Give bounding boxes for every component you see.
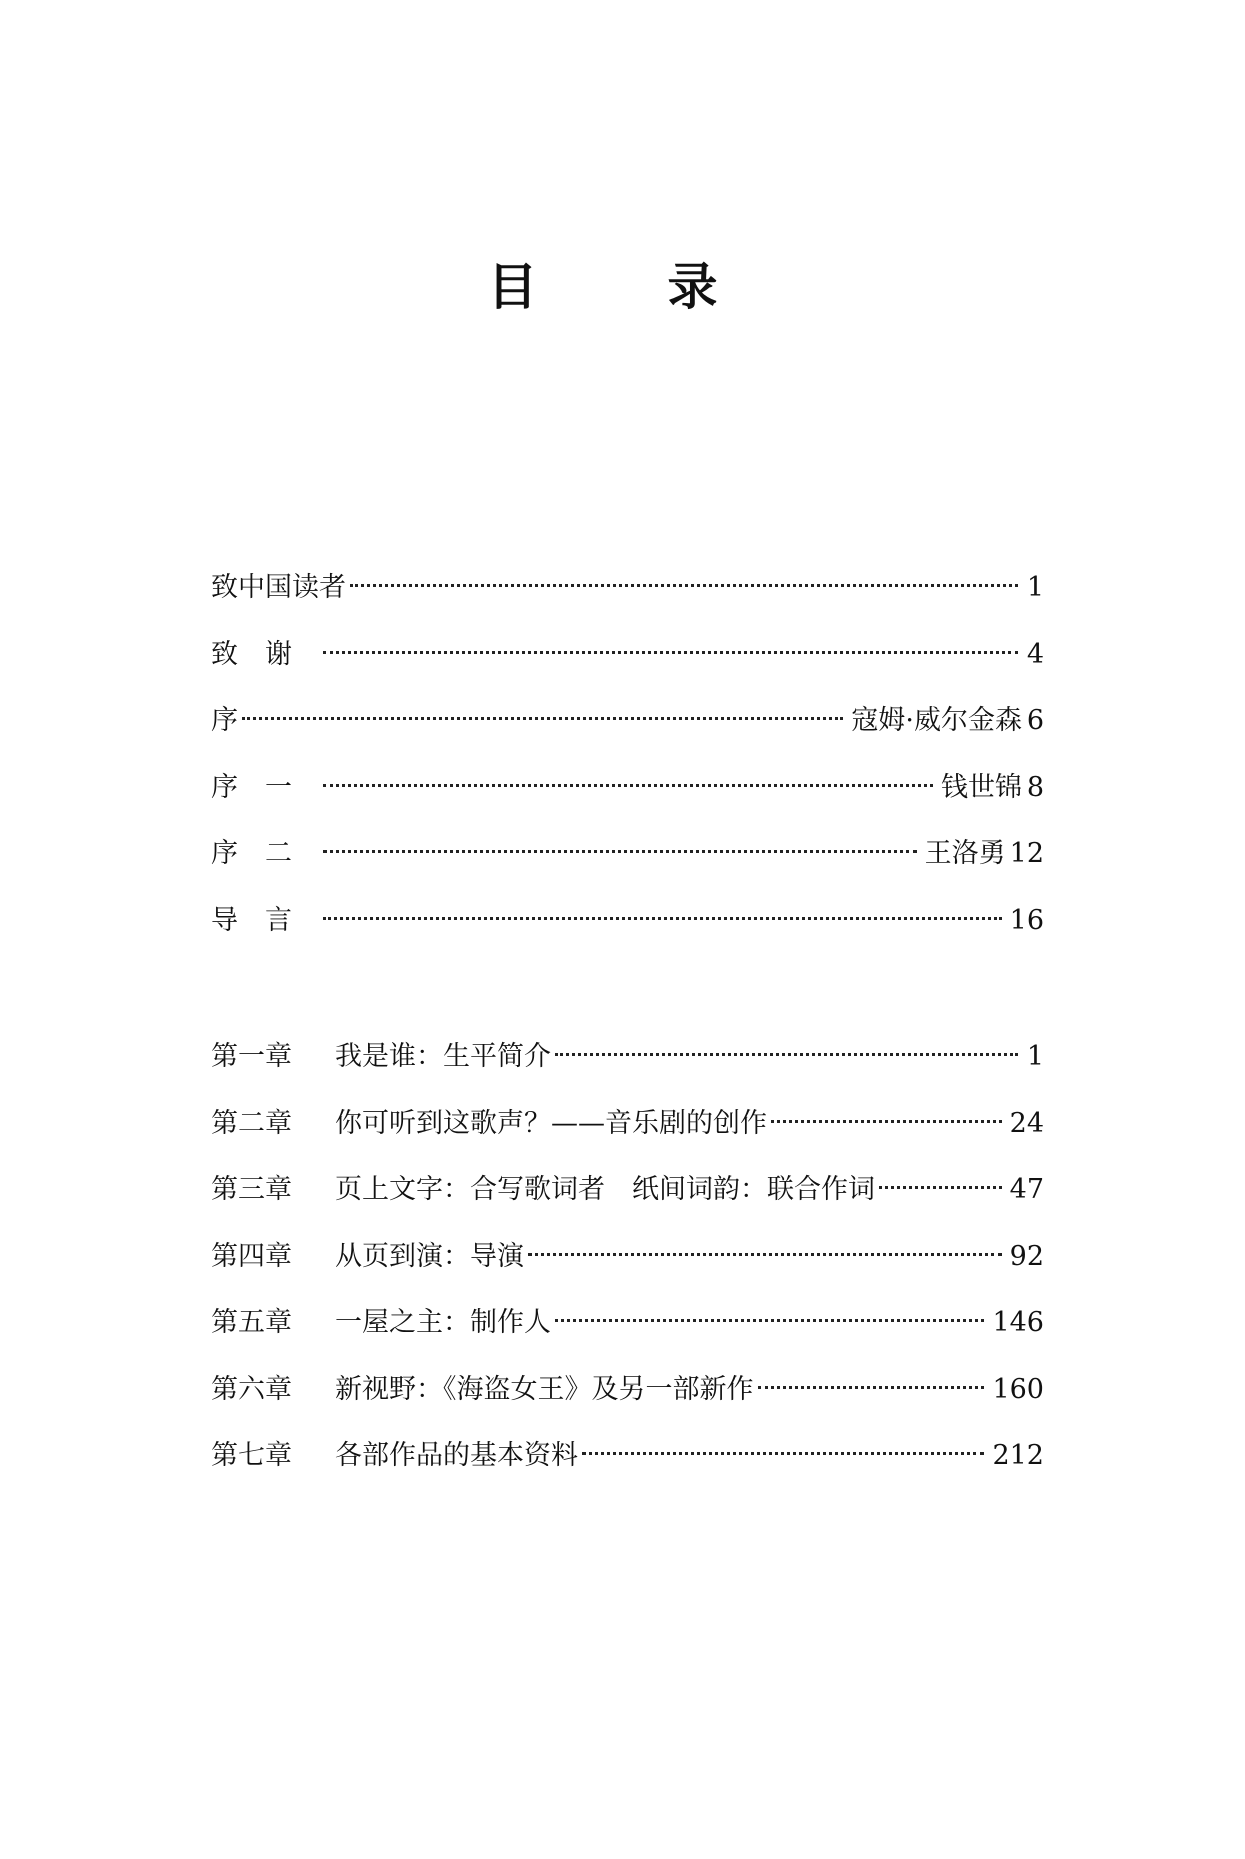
page-title: 目 录 bbox=[487, 257, 758, 316]
toc-chapter-4[interactable] bbox=[211, 1240, 1044, 1310]
dot-leader bbox=[323, 849, 917, 853]
dot-leader bbox=[323, 783, 933, 787]
toc-page-number: 24 bbox=[1009, 1107, 1044, 1139]
chapter-number: 第七章 bbox=[211, 1440, 292, 1471]
chapter-number: 第六章 bbox=[211, 1373, 292, 1405]
toc-entry-label: 致谢 bbox=[211, 638, 319, 670]
toc-entry-label: 序一 bbox=[211, 771, 319, 803]
toc-entry-preface-two[interactable] bbox=[211, 840, 1044, 907]
dot-leader bbox=[242, 716, 843, 720]
toc-page-number: 1 bbox=[1026, 572, 1044, 603]
toc-page-number: 146 bbox=[992, 1307, 1044, 1338]
toc-page-number: 92 bbox=[1009, 1240, 1044, 1272]
toc-page-number: 160 bbox=[992, 1373, 1044, 1405]
chapter-title: 从页到演：导演 bbox=[335, 1240, 524, 1272]
toc-entry-author: 钱世锦 bbox=[941, 771, 1022, 803]
chapter-title: 新视野：《海盗女王》及另一部新作 bbox=[335, 1373, 754, 1405]
toc-entry-introduction[interactable] bbox=[211, 904, 1044, 974]
front-matter-list bbox=[211, 574, 1044, 973]
dot-leader bbox=[528, 1252, 1002, 1256]
chapter-number: 第一章 bbox=[211, 1041, 292, 1072]
chapter-number: 第四章 bbox=[211, 1240, 292, 1272]
dot-leader bbox=[758, 1385, 985, 1389]
toc-page-number: 47 bbox=[1009, 1174, 1044, 1205]
toc-entry-author: 寇姆·威尔金森 bbox=[851, 705, 1022, 736]
chapter-title: 一屋之主：制作人 bbox=[335, 1307, 551, 1338]
toc-entry-label: 导言 bbox=[211, 904, 319, 936]
toc-page-number: 8 bbox=[1026, 771, 1044, 803]
dot-leader bbox=[323, 916, 1002, 920]
chapter-number: 第二章 bbox=[211, 1107, 292, 1139]
toc-entry-acknowledgements[interactable] bbox=[211, 638, 1044, 708]
chapter-title: 各部作品的基本资料 bbox=[335, 1440, 578, 1471]
toc-page-number: 212 bbox=[992, 1440, 1044, 1471]
toc-chapter-1[interactable] bbox=[211, 1043, 1044, 1110]
chapter-title: 你可听到这歌声？——音乐剧的创作 bbox=[335, 1107, 767, 1139]
toc-entry-label: 致中国读者 bbox=[211, 572, 346, 603]
chapter-list bbox=[211, 1043, 1044, 1509]
toc-entry-preface-one[interactable] bbox=[211, 771, 1044, 841]
chapter-number: 第三章 bbox=[211, 1174, 292, 1205]
chapter-title: 我是谁：生平简介 bbox=[335, 1041, 551, 1072]
toc-chapter-3[interactable] bbox=[211, 1176, 1044, 1243]
toc-entry-to-chinese-readers[interactable] bbox=[211, 574, 1044, 641]
toc-page-number: 16 bbox=[1009, 904, 1044, 936]
toc-page-number: 12 bbox=[1009, 838, 1044, 869]
toc-page-number: 6 bbox=[1026, 705, 1044, 736]
toc-entry-preface[interactable] bbox=[211, 707, 1044, 774]
toc-page-number: 4 bbox=[1026, 638, 1044, 670]
dot-leader bbox=[350, 583, 1018, 587]
toc-chapter-5[interactable] bbox=[211, 1309, 1044, 1376]
toc-entry-label: 序 bbox=[211, 705, 238, 736]
toc-page-number: 1 bbox=[1026, 1041, 1044, 1072]
dot-leader bbox=[879, 1185, 1002, 1189]
toc-entry-label: 序二 bbox=[211, 838, 319, 869]
dot-leader bbox=[555, 1052, 1018, 1056]
chapter-title: 页上文字：合写歌词者 纸间词韵：联合作词 bbox=[335, 1174, 875, 1205]
toc-entry-author: 王洛勇 bbox=[924, 838, 1006, 869]
dot-leader bbox=[582, 1451, 984, 1455]
dot-leader bbox=[555, 1318, 984, 1322]
toc-chapter-2[interactable] bbox=[211, 1107, 1044, 1177]
chapter-number: 第五章 bbox=[211, 1307, 292, 1338]
toc-chapter-6[interactable] bbox=[211, 1373, 1044, 1443]
dot-leader bbox=[771, 1119, 1002, 1123]
toc-chapter-7[interactable] bbox=[211, 1442, 1044, 1509]
dot-leader bbox=[323, 650, 1018, 654]
